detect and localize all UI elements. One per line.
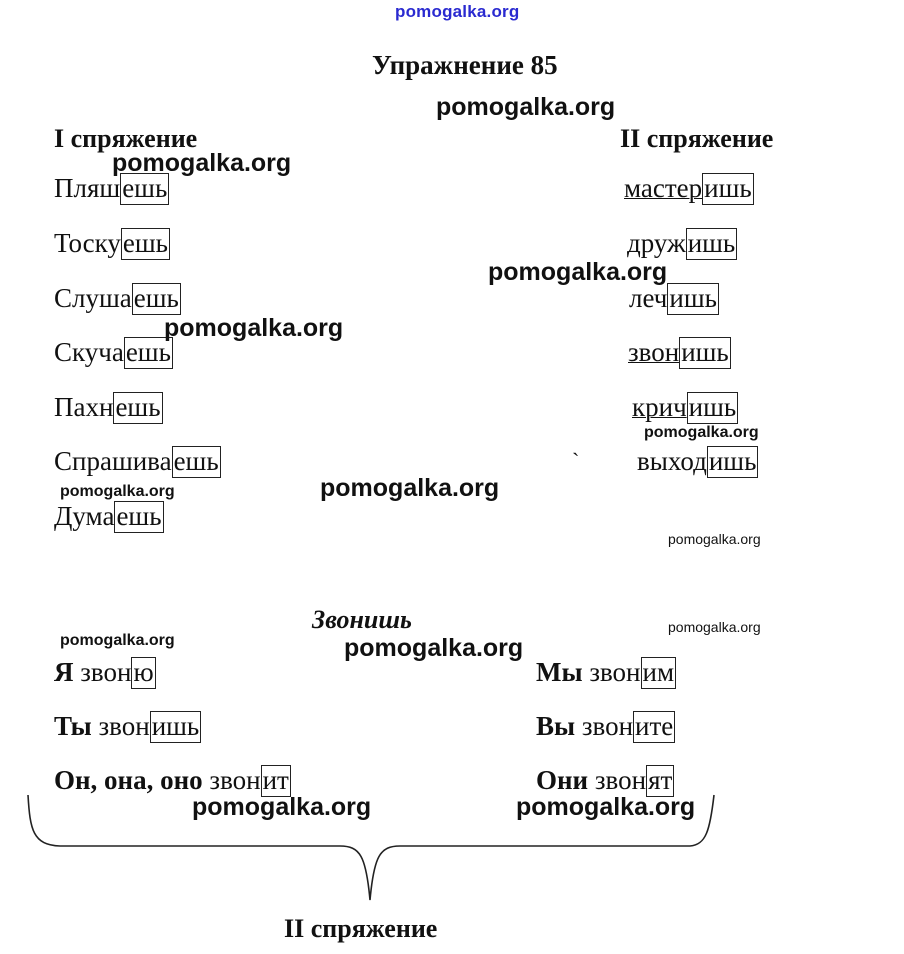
- pronoun: Ты: [54, 711, 92, 741]
- verb-stem: Пахн: [54, 392, 114, 422]
- first-conjugation-header: I спряжение: [54, 124, 198, 153]
- watermark: pomogalka.org: [164, 314, 344, 342]
- verb-stem: звон: [589, 657, 641, 687]
- watermark: pomogalka.org: [488, 258, 668, 286]
- verb-ending-box: ешь: [115, 392, 161, 422]
- verb-ending-box: ишь: [704, 173, 752, 203]
- watermark: pomogalka.org: [516, 793, 696, 821]
- watermark: pomogalka.org: [320, 474, 500, 502]
- second-conjugation-header: II спряжение: [620, 124, 774, 153]
- watermark: pomogalka.org: [192, 793, 372, 821]
- verb-stem: мастер: [624, 173, 703, 203]
- verb-stem: звон: [628, 337, 680, 367]
- stray-mark: `: [572, 448, 580, 473]
- watermark: pomogalka.org: [344, 634, 524, 662]
- verb-stem: звон: [209, 765, 261, 795]
- verb-stem: выход: [637, 446, 707, 476]
- verb-stem: друж: [627, 228, 686, 258]
- verb-stem: звон: [581, 711, 634, 741]
- verb-ending-box: ешь: [122, 173, 168, 203]
- verb-stem: Скуча: [54, 337, 124, 367]
- verb-ending-box: ешь: [125, 337, 171, 367]
- watermark-top: pomogalka.org: [395, 2, 520, 21]
- verb-stem: Пляш: [54, 173, 121, 203]
- watermark: pomogalka.org: [668, 619, 761, 635]
- verb-stem: Дума: [54, 501, 115, 531]
- verb-ending-box: ю: [133, 657, 154, 687]
- verb-stem: крич: [632, 392, 687, 422]
- verb-ending-box: ишь: [681, 337, 729, 367]
- verb-ending-box: ишь: [151, 711, 200, 741]
- verb-ending-box: ешь: [133, 283, 179, 313]
- pronoun: Вы: [536, 711, 576, 741]
- verb-ending-box: ишь: [669, 283, 717, 313]
- verb-ending-box: ешь: [173, 446, 219, 476]
- watermark: pomogalka.org: [112, 149, 292, 177]
- watermark: pomogalka.org: [668, 531, 761, 547]
- verb-ending-box: ишь: [708, 446, 757, 476]
- verb-stem: звон: [594, 765, 647, 795]
- verb-stem: звон: [80, 657, 132, 687]
- watermark: pomogalka.org: [60, 632, 175, 649]
- pronoun: Я: [54, 657, 74, 687]
- verb-stem: Слуша: [54, 283, 132, 313]
- verb-stem: леч: [629, 283, 668, 313]
- watermark: pomogalka.org: [60, 483, 175, 500]
- verb-ending-box: ешь: [122, 228, 168, 258]
- pronoun: Он, она, оно: [54, 765, 203, 795]
- watermark: pomogalka.org: [436, 93, 616, 121]
- verb-stem: звон: [98, 711, 150, 741]
- verb-stem: Тоску: [54, 228, 121, 258]
- verb-ending-box: ит: [262, 765, 289, 795]
- table-verb-heading: Звонишь: [312, 605, 412, 634]
- verb-ending-box: им: [642, 657, 675, 687]
- page-title: Упражнение 85: [372, 50, 558, 80]
- pronoun: Мы: [536, 657, 583, 687]
- verb-ending-box: ешь: [116, 501, 162, 531]
- verb-ending-box: ят: [648, 765, 673, 795]
- brace-label: II спряжение: [284, 914, 438, 943]
- verb-ending-box: ишь: [687, 228, 736, 258]
- pronoun: Они: [536, 765, 589, 795]
- verb-ending-box: ите: [635, 711, 674, 741]
- watermark: pomogalka.org: [644, 424, 759, 441]
- verb-stem: Спрашива: [54, 446, 172, 476]
- verb-ending-box: ишь: [688, 392, 737, 422]
